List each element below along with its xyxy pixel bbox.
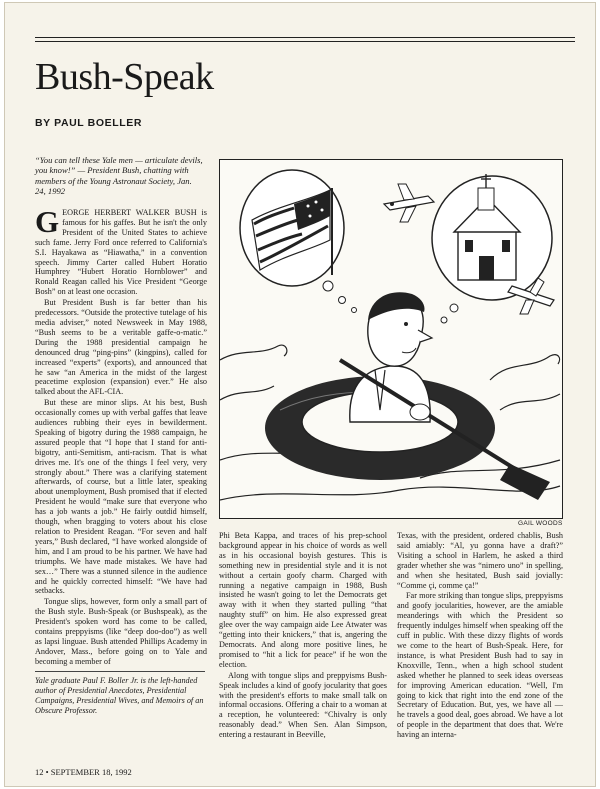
paragraph: But these are minor slips. At his best, Bush occasionally comes up with verbal gaffes that leave audiences rubbing their eyes in bewilderment. Speaking of bigotry during the 1988 campaign, he assured people that “I hope that I stand for anti-bigotry, anti-Semitism, anti-racism. That is what drives me. It's one of the things I feel very, very strongly about.” There was a clarifying statement afterwards, of course, but a little later, speaking about unemployment, Bush promised that if elected President he would “make sure that everyone who has a job wants a job.” He fairly outdid himself, though, when bragging to voters about his close relation to President Reagan. “For seven and half years,” Bush declared, “I have worked alongside of him, and I am proud to be his partner. We have had triumphs. We have made mistakes. We have had sex…” There was a stunned silence in the audience and he quickly corrected himself: “We have had setbacks. [35,398,207,596]
flag-thought-bubble [240,170,357,313]
paragraph-text: EORGE HERBERT WALKER BUSH is famous for his gaffes. But he isn't the only President of the United States to achieve such fame. Jerry Ford once referred to California's S.I. Hayakawa as “Hiawatha,” in a convention speech. Jimmy Carter called Hubert Horatio Humphrey “Hubert Horatio Hornblower” and Ronald Reagan called his Vice President “George Bosh” on at least one occasion. [35,208,207,297]
column-3 [397,531,563,741]
epigraph: “You can tell these Yale men — articulate devils, you know!” — President Bush, chatting with members of the Young Astronaut Society, Jan. 24, 1992 [35,155,203,197]
paragraph: Texas, with the president, ordered chablis, Bush said amiably: “Al, yu gonna have a draft?” Visiting a school in Harlem, he asked a third grader whether she was “nimero uno” in spelling, and when she hesitated, Bush said jovially: “Comme çi, comme ça!” [397,531,563,590]
cartoon-drawing [220,160,562,518]
article-title: Bush-Speak [35,56,214,98]
paragraph: Phi Beta Kappa, and traces of his prep-school background appear in his choice of words as well as in his occasional boyish gestures. This is something new in presidential style and it is not without a certain goofy charm. Charged with running a negative campaign in 1988, Bush insisted he wasn't going to let the Democrats get away with it when they started pulling “that naughty stuff” on him. He also expressed great glee over the way campaign aide Lee Atwater was “getting into their knickers,” that is, angering the Democrats. And along more positive lines, he promised to “hit a lick for peace” if he won the election. [219,531,387,669]
drop-cap: G [35,204,60,239]
magazine-page [4,2,596,787]
paragraph [35,204,207,297]
bush-caricature [350,292,432,422]
paragraph: Tongue slips, however, form only a small part of the Bush style. Bush-Speak (or Bushspeak), as the President's spoken word has come to be called, contains preppyisms (like “deep doo-doo”) as well as lapsi linguae. Bush attended Phillips Academy in Andover, Mass., before going on to Yale and becoming a member of [35,597,207,666]
paragraph: Far more striking than tongue slips, preppyisms and goofy jocularities, however, are the amiable meanderings with which the President so frequently indulges himself when speaking off the cuff in public. With these dizzy flights of words we come to the heart of Bush-Speak. Here, for instance, is what President Bush had to say in Knoxville, Tenn., when a high school student asked whether he planned to seek ideas overseas for improving American education. “Well, I'm going to kick that right into the end zone of the Secretary of Education. But, yes, we have all — he travels a good deal, goes abroad. We have a lot of people in the department that does that. We're having an interna- [397,591,563,740]
top-rule [35,37,575,38]
top-rule-thin [35,41,575,42]
illustration [219,159,563,519]
column-1 [35,204,207,668]
paragraph: Along with tongue slips and preppyisms Bush-Speak includes a kind of goofy jocularity that goes with the president's efforts to make small talk on informal occasions. Offering a chair to a woman at a reception, he volunteered: “Chivalry is only reasonably dead.” When Sen. Alan Simpson, entering a restaurant in Beeville, [219,670,387,740]
folio: 12 • SEPTEMBER 18, 1992 [35,767,132,777]
author-bio: Yale graduate Paul F. Boller Jr. is the left-handed author of Presidential Anecdotes, Presidential Campaigns, Presidential Wives, and Memoirs of an Obscure Professor. [35,676,204,715]
paragraph: But President Bush is far better than his predecessors. “Outside the protective tutelage of his media adviser,” noted Newsweek in May 1988, “Bush seems to be a veritable gaffe-o-matic.” During the 1988 presidential campaign he denounced drug “ping-pins” (kingpins), called for increased “experts” (exports), and announced that he saw “an America in the midst of the largest peacetime explosion (expansion) ever.” He also talked about the AFL-CIA. [35,298,207,397]
illustration-credit: GAIL WOODS [518,520,563,527]
column-2 [219,531,387,741]
bio-rule [35,671,205,672]
byline: BY PAUL BOELLER [35,117,143,129]
airplane-drawing [384,184,434,222]
